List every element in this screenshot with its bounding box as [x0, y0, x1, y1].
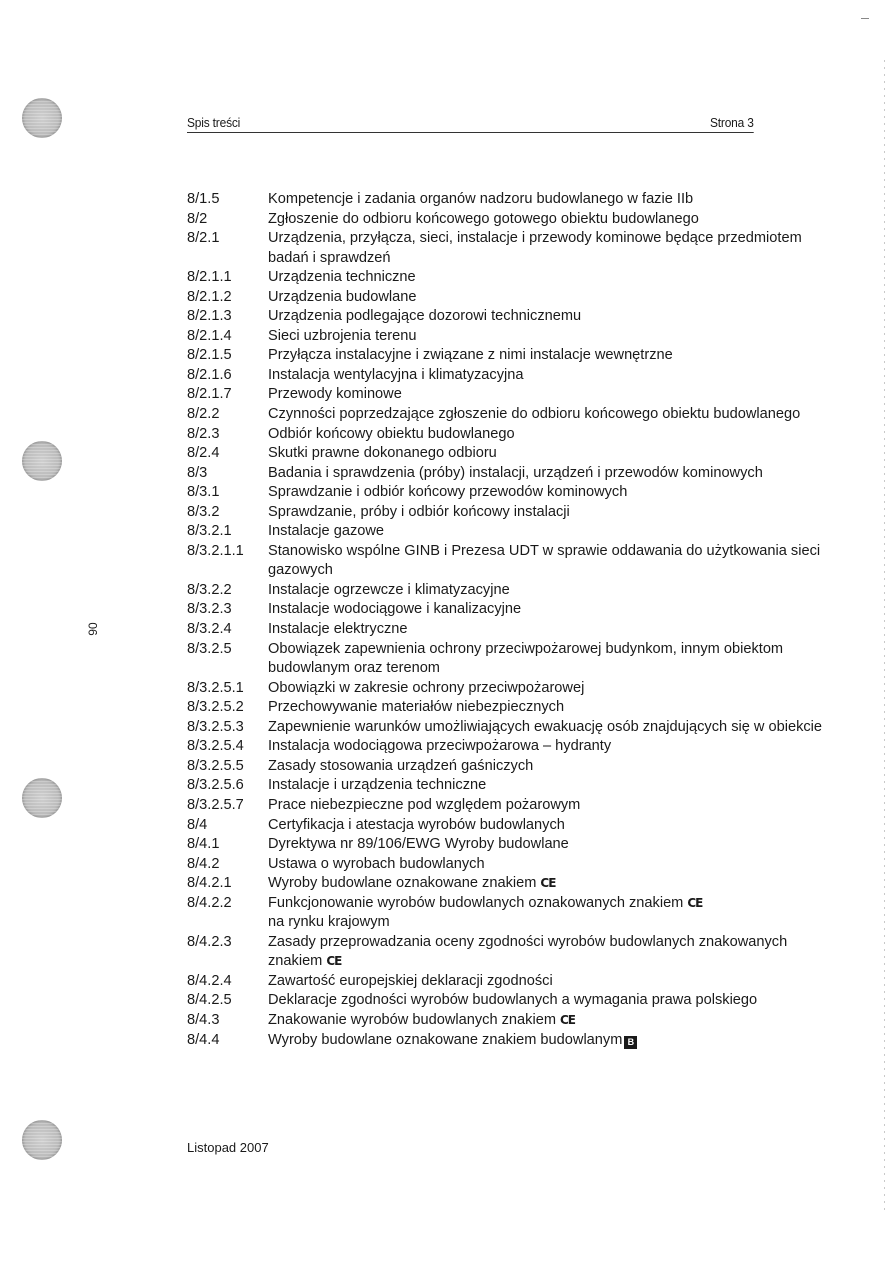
toc-entry-title-text: Dyrektywa nr 89/106/EWG Wyroby budowlane [268, 836, 569, 853]
toc-entry-number: 8/2.4 [187, 445, 220, 462]
toc-entry [187, 385, 827, 405]
toc-entry [187, 737, 827, 757]
toc-entry-number: 8/4.1 [187, 836, 220, 853]
toc-entry-number: 8/2.1.6 [187, 366, 232, 383]
toc-entry-number: 8/3.2.5.5 [187, 757, 244, 774]
toc-entry-number: 8/4.4 [187, 1031, 220, 1048]
toc-entry-number: 8/3.2 [187, 503, 220, 520]
toc-entry-title [268, 933, 827, 972]
toc-entry-number: 8/1.5 [187, 191, 220, 207]
toc-entry [187, 307, 827, 327]
header-section-title: Spis treści [187, 115, 241, 130]
toc-entry [187, 1031, 827, 1051]
toc-entry-title [268, 464, 827, 484]
toc-entry-title [268, 796, 827, 816]
toc-entry-title [268, 288, 827, 308]
toc-entry [187, 894, 827, 933]
toc-entry-title [268, 366, 827, 386]
toc-entry-title-text: Kompetencje i zadania organów nadzoru budowlanego w fazie IIb [268, 191, 694, 207]
toc-entry-title [268, 816, 827, 836]
toc-entry-title [268, 405, 827, 425]
toc-entry-title-text: Funkcjonowanie wyrobów budowlanych oznakowanych znakiem [268, 894, 684, 911]
toc-entry-title [268, 1031, 827, 1051]
toc-entry-title-text: Obowiązek zapewnienia ochrony przeciwpożarowej budynkom, innym obiektom budowlanym oraz terenom [268, 640, 784, 677]
toc-entry-title-text: Zasady przeprowadzania oceny zgodności wyrobów budowlanych znakowanych znakiem [268, 933, 788, 970]
toc-entry [187, 718, 827, 738]
page-footer: Listopad 2007 [187, 1140, 269, 1155]
toc-entry [187, 776, 827, 796]
toc-entry-number: 8/2.1.1 [187, 269, 232, 286]
toc-entry-title [268, 346, 827, 366]
toc-entry-title-text: Urządzenia budowlane [268, 288, 417, 305]
toc-entry-title [268, 991, 827, 1011]
toc-entry [187, 483, 827, 503]
toc-entry [187, 581, 827, 601]
toc-entry-title [268, 835, 827, 855]
ce-mark-icon: CE [326, 954, 342, 969]
toc-entry-title-text: Prace niebezpieczne pod względem pożarowym [268, 796, 581, 813]
toc-entry-title [268, 855, 827, 875]
toc-entry-title-text: Zawartość europejskiej deklaracji zgodności [268, 972, 553, 989]
toc-entry-number: 8/3.2.1 [187, 523, 232, 540]
toc-entry-title [268, 385, 827, 405]
toc-entry-number: 8/3.2.5.2 [187, 699, 244, 716]
toc-entry-number: 8/2.1.4 [187, 327, 232, 344]
toc-entry-number: 8/3.2.5.4 [187, 738, 244, 755]
page-header [187, 115, 754, 133]
punch-hole-3 [22, 778, 62, 818]
toc-entry-number: 8/2.1.3 [187, 308, 232, 325]
toc-entry-title-text: Urządzenia podlegające dozorowi technicznemu [268, 308, 582, 325]
toc-entry-number: 8/3.2.2 [187, 581, 232, 598]
toc-entry-number: 8/4.2.2 [187, 894, 232, 911]
table-of-contents [187, 190, 827, 1050]
toc-entry-number: 8/4.2.3 [187, 933, 232, 950]
toc-entry-title-text: Deklaracje zgodności wyrobów budowlanych a wymagania prawa polskiego [268, 992, 758, 1009]
toc-entry-title-text: Instalacje wodociągowe i kanalizacyjne [268, 601, 522, 618]
toc-entry-title [268, 503, 827, 523]
toc-entry-title-text: Sprawdzanie i odbiór końcowy przewodów kominowych [268, 484, 628, 501]
toc-entry-number: 8/2.3 [187, 425, 220, 442]
toc-entry-number: 8/3 [187, 464, 208, 481]
toc-entry-title-text: Instalacje gazowe [268, 523, 385, 540]
toc-entry [187, 620, 827, 640]
toc-entry-number: 8/4 [187, 816, 208, 833]
toc-entry-title-text: Ustawa o wyrobach budowlanych [268, 855, 485, 872]
toc-entry-title [268, 229, 827, 268]
toc-entry-title-text: Urządzenia, przyłącza, sieci, instalacje i przewody kominowe będące przedmiotem badań i sprawdzeń [268, 230, 802, 266]
toc-entry [187, 698, 827, 718]
side-margin-mark: 06 [85, 622, 100, 636]
toc-entry [187, 522, 827, 542]
punch-hole-2 [22, 441, 62, 481]
toc-entry-number: 8/2.1.2 [187, 288, 232, 305]
toc-entry-title [268, 483, 827, 503]
toc-entry-title-text: Urządzenia techniczne [268, 269, 416, 286]
toc-entry-title-text: Obowiązki w zakresie ochrony przeciwpożarowej [268, 679, 585, 696]
toc-entry [187, 933, 827, 972]
toc-entry-title-text: Wyroby budowlane oznakowane znakiem budowlanym [268, 1031, 623, 1048]
toc-entry-title [268, 776, 827, 796]
toc-entry-title-text: Wyroby budowlane oznakowane znakiem [268, 875, 537, 892]
toc-entry [187, 679, 827, 699]
toc-entry [187, 600, 827, 620]
toc-entry-title-text: Badania i sprawdzenia (próby) instalacji, urządzeń i przewodów kominowych [268, 464, 763, 481]
toc-entry-title-text: Instalacje elektryczne [268, 621, 408, 638]
toc-entry-title-text: Przechowywanie materiałów niebezpiecznych [268, 699, 565, 716]
toc-entry [187, 542, 827, 581]
toc-entry-number: 8/3.2.5 [187, 640, 232, 657]
toc-entry [187, 796, 827, 816]
toc-entry-title-text: Przyłącza instalacyjne i związane z nimi instalacje wewnętrzne [268, 347, 673, 364]
toc-entry-number: 8/2.1 [187, 230, 220, 247]
toc-entry-number: 8/3.2.3 [187, 601, 232, 618]
toc-entry [187, 425, 827, 445]
toc-entry-title-text: Instalacja wentylacyjna i klimatyzacyjna [268, 366, 524, 383]
ce-mark-icon: CE [559, 1012, 575, 1027]
header-page-number: Strona 3 [709, 115, 754, 130]
toc-entry-title [268, 522, 827, 542]
toc-entry [187, 757, 827, 777]
toc-entry-title-text: Sprawdzanie, próby i odbiór końcowy instalacji [268, 503, 570, 520]
toc-entry-title [268, 600, 827, 620]
toc-entry-title-text: Instalacje ogrzewcze i klimatyzacyjne [268, 581, 510, 598]
toc-entry-title [268, 640, 827, 679]
toc-entry-number: 8/2.1.5 [187, 347, 232, 364]
toc-entry-title-text: Sieci uzbrojenia terenu [268, 327, 417, 344]
construction-mark-icon: B [624, 1036, 637, 1049]
toc-entry-title-text: Znakowanie wyrobów budowlanych znakiem [268, 1011, 556, 1028]
toc-entry-title [268, 972, 827, 992]
corner-tick [861, 18, 869, 19]
toc-entry-title [268, 718, 827, 738]
toc-entry [187, 366, 827, 386]
toc-entry-number: 8/4.2.4 [187, 972, 232, 989]
toc-entry-number: 8/3.2.1.1 [187, 542, 244, 559]
toc-entry-title [268, 210, 827, 230]
toc-entry-title [268, 757, 827, 777]
toc-entry [187, 268, 827, 288]
toc-entry-title-text: Zapewnienie warunków umożliwiających ewakuację osób znajdujących się w obiekcie [268, 718, 823, 735]
toc-entry-title [268, 894, 827, 933]
toc-entry-number: 8/3.2.5.1 [187, 679, 244, 696]
toc-entry-number: 8/2.1.7 [187, 386, 232, 403]
toc-entry-title-text: Czynności poprzedzające zgłoszenie do odbioru końcowego obiektu budowlanego [268, 406, 801, 423]
toc-entry-number: 8/4.3 [187, 1011, 220, 1028]
ce-mark-icon: CE [540, 876, 556, 891]
toc-entry [187, 444, 827, 464]
toc-entry-number: 8/4.2.5 [187, 992, 232, 1009]
toc-entry-number: 8/2 [187, 210, 208, 227]
toc-entry-title-text: Zasady stosowania urządzeń gaśniczych [268, 757, 534, 774]
page-edge-texture [884, 60, 885, 1210]
toc-entry [187, 346, 827, 366]
toc-entry [187, 640, 827, 679]
toc-entry-number: 8/3.1 [187, 484, 220, 501]
toc-entry [187, 190, 827, 210]
toc-entry-number: 8/4.2.1 [187, 875, 232, 892]
toc-entry [187, 816, 827, 836]
toc-entry-number: 8/3.2.5.7 [187, 796, 244, 813]
toc-entry-title [268, 444, 827, 464]
toc-entry-title [268, 874, 827, 894]
toc-entry-title [268, 425, 827, 445]
toc-entry-number: 8/4.2 [187, 855, 220, 872]
toc-entry-title [268, 327, 827, 347]
toc-entry-title [268, 1011, 827, 1031]
toc-entry-title-text: Odbiór końcowy obiektu budowlanego [268, 425, 515, 442]
toc-entry [187, 835, 827, 855]
toc-entry-number: 8/2.2 [187, 406, 220, 423]
toc-entry-title [268, 190, 827, 210]
toc-entry-title-text: Zgłoszenie do odbioru końcowego gotowego obiektu budowlanego [268, 210, 699, 227]
toc-entry-title-continuation: na rynku krajowym [268, 914, 390, 931]
toc-entry-title [268, 737, 827, 757]
toc-entry-title-text: Instalacja wodociągowa przeciwpożarowa – hydranty [268, 738, 612, 755]
toc-entry-title [268, 620, 827, 640]
ce-mark-icon: CE [687, 895, 703, 910]
toc-entry-title [268, 698, 827, 718]
toc-entry [187, 1011, 827, 1031]
toc-entry-title [268, 581, 827, 601]
toc-entry-title [268, 307, 827, 327]
toc-entry-title [268, 268, 827, 288]
toc-entry-title-text: Instalacje i urządzenia techniczne [268, 777, 487, 794]
punch-hole-1 [22, 98, 62, 138]
toc-entry-title-text: Certyfikacja i atestacja wyrobów budowlanych [268, 816, 565, 833]
toc-entry [187, 855, 827, 875]
toc-entry-title-text: Skutki prawne dokonanego odbioru [268, 445, 497, 462]
toc-entry-title-text: Stanowisko wspólne GINB i Prezesa UDT w sprawie oddawania do użytkowania sieci gazowych [268, 542, 821, 579]
toc-entry [187, 991, 827, 1011]
toc-entry [187, 210, 827, 230]
toc-entry-number: 8/3.2.5.6 [187, 777, 244, 794]
toc-entry [187, 503, 827, 523]
toc-entry-title [268, 542, 827, 581]
toc-entry-number: 8/3.2.4 [187, 621, 232, 638]
toc-entry-title-text: Przewody kominowe [268, 386, 402, 403]
toc-entry [187, 229, 827, 268]
punch-hole-4 [22, 1120, 62, 1160]
toc-entry [187, 327, 827, 347]
toc-entry [187, 874, 827, 894]
toc-entry [187, 464, 827, 484]
toc-entry [187, 288, 827, 308]
toc-entry [187, 405, 827, 425]
toc-entry-title [268, 679, 827, 699]
toc-entry-number: 8/3.2.5.3 [187, 718, 244, 735]
toc-entry [187, 972, 827, 992]
